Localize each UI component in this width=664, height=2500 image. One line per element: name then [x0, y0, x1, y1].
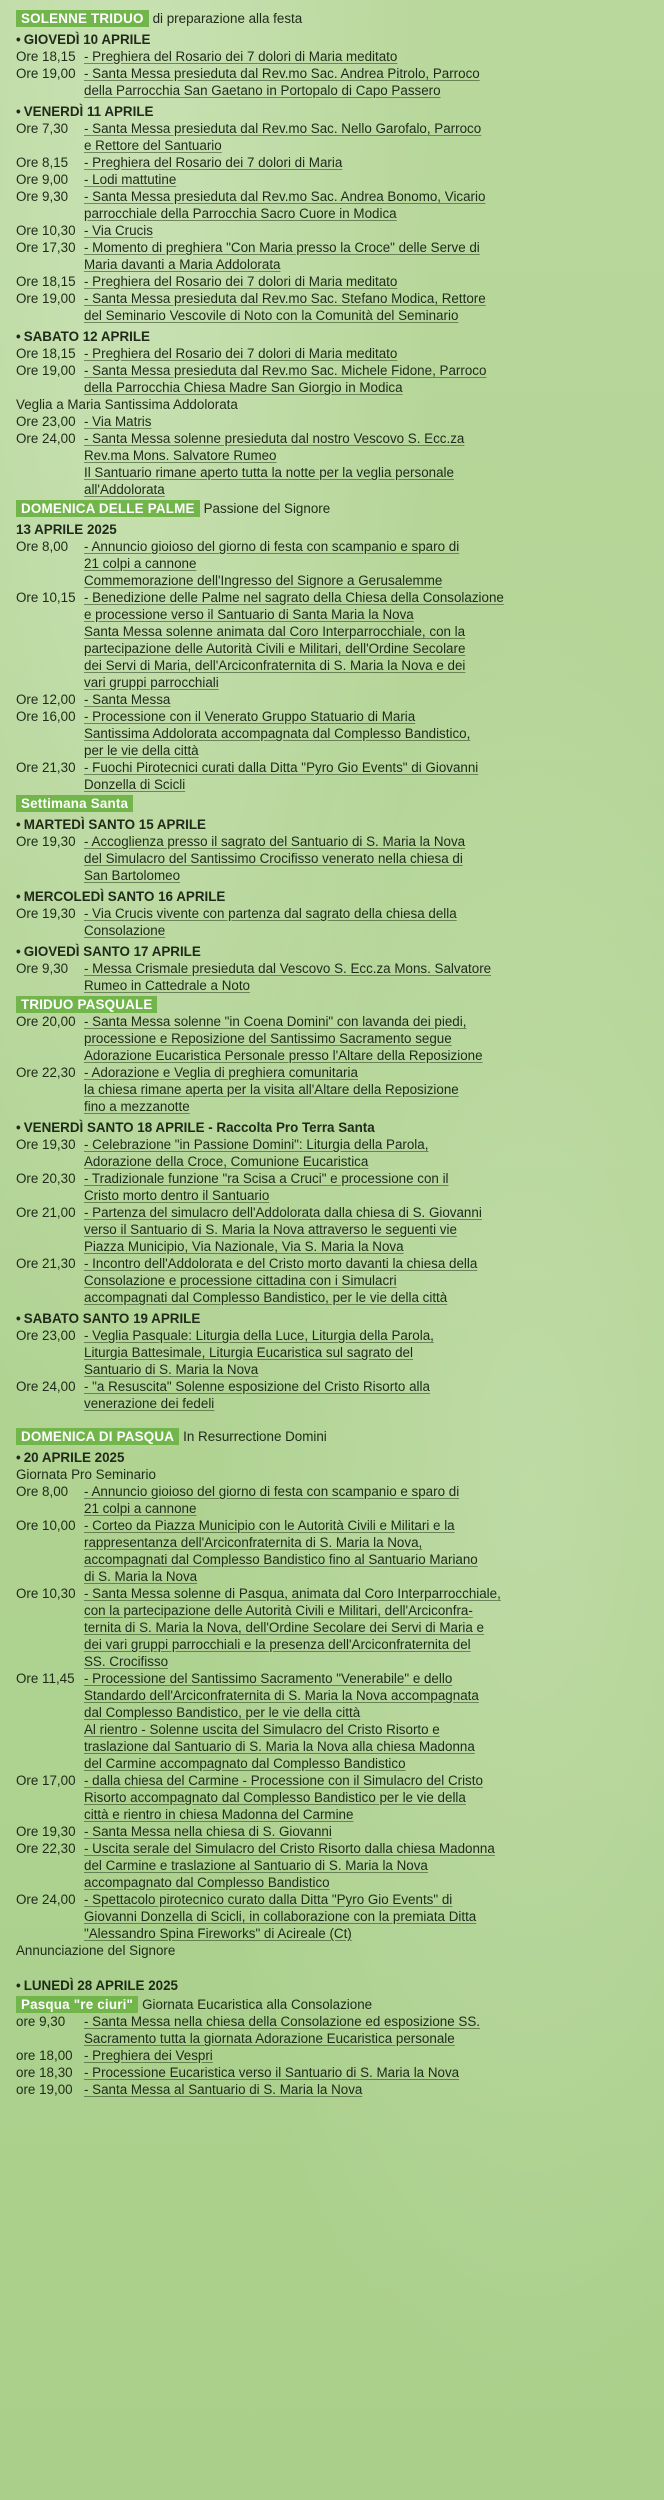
event-line: dal Complesso Bandistico, per le vie della città: [84, 1705, 361, 1720]
event-row: [16, 1891, 650, 1942]
event-time: Ore 19,00: [16, 66, 76, 81]
event-row: [16, 2064, 650, 2081]
event-time: Ore 7,30: [16, 121, 69, 136]
event-line: - Adorazione e Veglia di preghiera comunitaria: [84, 1065, 358, 1080]
day-heading: • GIOVEDÌ SANTO 17 APRILE: [16, 943, 650, 960]
section-title: DOMENICA DELLE PALME: [16, 500, 200, 517]
event-row: [16, 222, 650, 239]
event-time: Ore 20,30: [16, 1171, 76, 1186]
event-line: Consolazione e processione cittadina con i Simulacri: [84, 1273, 397, 1288]
day-subheader-title: Pasqua "re ciuri": [16, 1996, 138, 2013]
event-line: - Santa Messa al Santuario di S. Maria la Nova: [84, 2082, 363, 2097]
event-description: [84, 691, 650, 708]
day-heading: • VENERDÌ SANTO 18 APRILE - Raccolta Pro Terra Santa: [16, 1119, 650, 1136]
event-row: [16, 905, 650, 939]
event-time: Ore 18,15: [16, 346, 76, 361]
event-time: ore 18,00: [16, 2048, 73, 2063]
event-line: Piazza Municipio, Via Nazionale, Via S. Maria la Nova: [84, 1239, 404, 1254]
event-line: Donzella di Scicli: [84, 777, 186, 792]
event-row: [16, 833, 650, 884]
event-line: - Processione Eucaristica verso il Santuario di S. Maria la Nova: [84, 2065, 460, 2080]
program-section: [16, 795, 650, 994]
section-header: [16, 795, 650, 812]
event-line: - Corteo da Piazza Municipio con le Autorità Civili e Militari e la: [84, 1518, 455, 1533]
event-line: vari gruppi parrocchiali: [84, 675, 219, 690]
event-row: [16, 1170, 650, 1204]
day-heading: • SABATO 12 APRILE: [16, 328, 650, 345]
event-time: Ore 23,00: [16, 414, 76, 429]
event-row: [16, 1136, 650, 1170]
event-description: [84, 222, 650, 239]
day-heading: 13 APRILE 2025: [16, 522, 117, 537]
event-line: rappresentanza dell'Arciconfraternita di S. Maria la Nova,: [84, 1535, 423, 1550]
event-description: [84, 1891, 650, 1942]
event-time: Ore 22,30: [16, 1065, 76, 1080]
event-line: Standardo dell'Arciconfraternita di S. Maria la Nova accompagnata: [84, 1688, 479, 1703]
day-heading: • GIOVEDÌ 10 APRILE: [16, 31, 650, 48]
event-line: - Via Crucis vivente con partenza dal sagrato della chiesa della: [84, 906, 457, 921]
event-line: - Celebrazione "in Passione Domini": Liturgia della Parola,: [84, 1137, 429, 1152]
event-line: - Preghiera del Rosario dei 7 dolori di Maria: [84, 155, 343, 170]
event-row: [16, 1823, 650, 1840]
event-time: ore 9,30: [16, 2014, 66, 2029]
event-line: ternita di S. Maria la Nova, dell'Ordine Secolare dei Servi di Maria e: [84, 1620, 484, 1635]
event-time: Ore 19,30: [16, 1137, 76, 1152]
event-time: Ore 9,00: [16, 172, 69, 187]
event-row: [16, 1255, 650, 1306]
event-row: [16, 65, 650, 99]
event-line: - Santa Messa solenne "in Coena Domini" con lavanda dei piedi,: [84, 1014, 467, 1029]
event-description: [84, 2013, 650, 2047]
event-line: - Momento di preghiera "Con Maria presso la Croce" delle Serve di: [84, 240, 480, 255]
event-line: - Santa Messa solenne di Pasqua, animata dal Coro Interparrocchiale,: [84, 1586, 501, 1601]
event-line: Adorazione Eucaristica Personale presso l'Altare della Reposizione: [84, 1048, 483, 1063]
event-line: - Santa Messa solenne presieduta dal nostro Vescovo S. Ecc.za: [84, 431, 465, 446]
event-line: per le vie della città: [84, 743, 199, 758]
event-line: - Santa Messa nella chiesa della Consolazione ed esposizione SS.: [84, 2014, 481, 2029]
event-line: - Santa Messa presieduta dal Rev.mo Sac. Nello Garofalo, Parroco: [84, 121, 482, 136]
event-line: - Santa Messa presieduta dal Rev.mo Sac. Andrea Bonomo, Vicario: [84, 189, 486, 204]
event-row: [16, 171, 650, 188]
event-line: della Parrocchia Chiesa Madre San Giorgio in Modica: [84, 380, 403, 395]
event-line: - Santa Messa nella chiesa di S. Giovanni: [84, 1824, 332, 1839]
event-time: Ore 19,30: [16, 834, 76, 849]
event-line: del Simulacro del Santissimo Crocifisso venerato nella chiesa di: [84, 851, 463, 866]
event-row: [16, 1670, 650, 1772]
event-line: Santuario di S. Maria la Nova: [84, 1362, 259, 1377]
event-line: Commemorazione dell'Ingresso del Signore a Gerusalemme: [84, 573, 443, 588]
event-line: venerazione dei fedeli: [84, 1396, 215, 1411]
section-title: DOMENICA DI PASQUA: [16, 1428, 179, 1445]
event-description: [84, 1483, 650, 1517]
event-line: 21 colpi a cannone: [84, 556, 197, 571]
event-time: Ore 19,00: [16, 363, 76, 378]
section-subtitle: Passione del Signore: [203, 501, 331, 516]
event-description: [84, 188, 650, 222]
event-row: [16, 759, 650, 793]
event-description: [84, 65, 650, 99]
event-line: dei vari gruppi parrocchiali e la presenza dell'Arciconfraternita del: [84, 1637, 471, 1652]
event-line: - dalla chiesa del Carmine - Processione con il Simulacro del Cristo: [84, 1773, 483, 1788]
program-section: [16, 10, 650, 498]
event-time: Ore 10,30: [16, 1586, 76, 1601]
event-line: Il Santuario rimane aperto tutta la notte per la veglia personale: [84, 465, 454, 480]
event-row: [16, 1378, 650, 1412]
program-section: [16, 996, 650, 1412]
event-description: [84, 2064, 650, 2081]
day-subheader: [16, 1996, 650, 2013]
event-line: SS. Crocifisso: [84, 1654, 169, 1669]
event-time: Ore 24,00: [16, 431, 76, 446]
day-heading: • SABATO SANTO 19 APRILE: [16, 1310, 650, 1327]
event-row: [16, 1013, 650, 1064]
section-title: SOLENNE TRIDUO: [16, 10, 149, 27]
event-line: - Spettacolo pirotecnico curato dalla Ditta "Pyro Gio Events" di: [84, 1892, 453, 1907]
event-row: [16, 48, 650, 65]
event-line: - Santa Messa presieduta dal Rev.mo Sac. Michele Fidone, Parroco: [84, 363, 487, 378]
section-subtitle: di preparazione alla festa: [152, 11, 303, 26]
event-row: [16, 538, 650, 589]
event-line: Risorto accompagnato dal Complesso Bandistico per le vie della: [84, 1790, 466, 1805]
event-row: [16, 430, 650, 498]
section-title: TRIDUO PASQUALE: [16, 996, 157, 1013]
event-line: città e rientro in chiesa Madonna del Carmine: [84, 1807, 354, 1822]
event-row: [16, 691, 650, 708]
day-heading: • 20 APRILE 2025: [16, 1449, 650, 1466]
event-line: del Carmine e traslazione al Santuario di S. Maria la Nova: [84, 1858, 428, 1873]
event-time: Ore 11,45: [16, 1671, 75, 1686]
event-row: [16, 1204, 650, 1255]
event-line: - Santa Messa presieduta dal Rev.mo Sac. Stefano Modica, Rettore: [84, 291, 486, 306]
day-heading: • LUNEDÌ 28 APRILE 2025: [16, 1977, 650, 1994]
event-line: del Seminario Vescovile di Noto con la Comunità del Seminario: [84, 308, 459, 323]
event-line: Santissima Addolorata accompagnata dal Complesso Bandistico,: [84, 726, 471, 741]
event-description: [84, 1255, 650, 1306]
event-time: Ore 16,00: [16, 709, 76, 724]
event-row: [16, 2047, 650, 2064]
event-time: Ore 24,00: [16, 1379, 76, 1394]
event-description: [84, 759, 650, 793]
event-row: [16, 1772, 650, 1823]
event-description: [84, 1517, 650, 1585]
event-line: - Veglia Pasquale: Liturgia della Luce, Liturgia della Parola,: [84, 1328, 434, 1343]
event-line: della Parrocchia San Gaetano in Portopalo di Capo Passero: [84, 83, 441, 98]
event-description: [84, 2081, 650, 2098]
event-time: Ore 10,30: [16, 223, 76, 238]
event-line: Maria davanti a Maria Addolorata: [84, 257, 281, 272]
event-row: [16, 154, 650, 171]
event-description: [84, 960, 650, 994]
event-line: - Fuochi Pirotecnici curati dalla Ditta "Pyro Gio Events" di Giovanni: [84, 760, 479, 775]
event-time: Ore 20,00: [16, 1014, 76, 1029]
event-time: Ore 18,15: [16, 274, 76, 289]
event-time: Ore 8,00: [16, 1484, 69, 1499]
event-line: partecipazione delle Autorità Civili e Militari, dell'Ordine Secolare: [84, 641, 466, 656]
event-row: [16, 2013, 650, 2047]
event-row: [16, 589, 650, 691]
event-row: [16, 120, 650, 154]
event-time: Ore 23,00: [16, 1328, 76, 1343]
event-line: Al rientro - Solenne uscita del Simulacro del Cristo Risorto e: [84, 1722, 440, 1737]
day-heading: • VENERDÌ 11 APRILE: [16, 103, 650, 120]
event-row: [16, 239, 650, 273]
event-description: [84, 273, 650, 290]
event-description: [84, 2047, 650, 2064]
event-time: Ore 24,00: [16, 1892, 76, 1907]
event-line: - Preghiera del Rosario dei 7 dolori di Maria meditato: [84, 274, 398, 289]
event-line: - Tradizionale funzione "ra Scisa a Cruci" e processione con il: [84, 1171, 449, 1186]
program-note: Annunciazione del Signore: [16, 1943, 176, 1958]
event-line: - Annuncio gioioso del giorno di festa con scampanio e sparo di: [84, 1484, 460, 1499]
event-row: [16, 413, 650, 430]
event-description: [84, 1585, 650, 1670]
event-description: [84, 905, 650, 939]
event-line: all'Addolorata: [84, 482, 165, 497]
event-line: San Bartolomeo: [84, 868, 181, 883]
event-line: accompagnato dal Complesso Bandistico: [84, 1875, 330, 1890]
event-line: - Annuncio gioioso del giorno di festa con scampanio e sparo di: [84, 539, 460, 554]
event-time: ore 19,00: [16, 2082, 73, 2097]
event-row: [16, 1483, 650, 1517]
event-time: Ore 21,00: [16, 1205, 76, 1220]
event-line: - Preghiera dei Vespri: [84, 2048, 213, 2063]
event-line: - Messa Crismale presieduta dal Vescovo S. Ecc.za Mons. Salvatore: [84, 961, 492, 976]
event-line: - Accoglienza presso il sagrato del Santuario di S. Maria la Nova: [84, 834, 466, 849]
event-description: [84, 345, 650, 362]
event-description: [84, 1378, 650, 1412]
event-description: [84, 1170, 650, 1204]
event-time: Ore 8,15: [16, 155, 69, 170]
event-line: 21 colpi a cannone: [84, 1501, 197, 1516]
event-line: del Carmine accompagnato dal Complesso Bandistico: [84, 1756, 406, 1771]
event-description: [84, 120, 650, 154]
event-time: Ore 19,30: [16, 1824, 76, 1839]
program-section: [16, 1412, 650, 1959]
event-line: Santa Messa solenne animata dal Coro Interparrocchiale, con la: [84, 624, 466, 639]
event-description: [84, 589, 650, 691]
event-line: - Santa Messa: [84, 692, 171, 707]
event-row: [16, 1517, 650, 1585]
event-line: Liturgia Battesimale, Liturgia Eucaristica sul sagrato del: [84, 1345, 413, 1360]
event-line: dei Servi di Maria, dell'Arciconfraternita di S. Maria la Nova e dei: [84, 658, 466, 673]
event-description: [84, 1136, 650, 1170]
event-row: [16, 188, 650, 222]
event-line: parrocchiale della Parrocchia Sacro Cuore in Modica: [84, 206, 397, 221]
event-description: [84, 1327, 650, 1378]
event-time: Ore 17,30: [16, 240, 76, 255]
event-line: di S. Maria la Nova: [84, 1569, 198, 1584]
event-line: - Benedizione delle Palme nel sagrato della Chiesa della Consolazione: [84, 590, 504, 605]
event-description: [84, 833, 650, 884]
event-description: [84, 290, 650, 324]
event-description: [84, 1772, 650, 1823]
event-line: - Via Matris: [84, 414, 152, 429]
event-line: - Uscita serale del Simulacro del Cristo Risorto dalla chiesa Madonna: [84, 1841, 495, 1856]
event-line: Adorazione della Croce, Comunione Eucaristica: [84, 1154, 369, 1169]
event-time: Ore 19,00: [16, 291, 76, 306]
section-title: Settimana Santa: [16, 795, 133, 812]
event-description: [84, 1823, 650, 1840]
event-line: - Processione con il Venerato Gruppo Statuario di Maria: [84, 709, 416, 724]
event-line: verso il Santuario di S. Maria la Nova attraverso le seguenti vie: [84, 1222, 457, 1237]
event-description: [84, 708, 650, 759]
section-gap: [16, 1412, 650, 1426]
section-header: [16, 1428, 650, 1445]
event-line: - Lodi mattutine: [84, 172, 177, 187]
event-line: - Incontro dell'Addolorata e del Cristo morto davanti la chiesa della: [84, 1256, 478, 1271]
event-row: [16, 708, 650, 759]
event-line: fino a mezzanotte: [84, 1099, 190, 1114]
event-row: [16, 1064, 650, 1115]
event-description: [84, 430, 650, 498]
event-time: Ore 21,30: [16, 760, 76, 775]
event-description: [84, 48, 650, 65]
event-row: [16, 273, 650, 290]
day-subheader-text: Giornata Eucaristica alla Consolazione: [142, 1997, 373, 2012]
event-line: - Partenza del simulacro dell'Addolorata dalla chiesa di S. Giovanni: [84, 1205, 482, 1220]
event-time: Ore 10,15: [16, 590, 76, 605]
event-time: Ore 18,15: [16, 49, 76, 64]
event-description: [84, 538, 650, 589]
event-line: traslazione dal Santuario di S. Maria la Nova alla chiesa Madonna: [84, 1739, 475, 1754]
program-note: Veglia a Maria Santissima Addolorata: [16, 397, 238, 412]
event-description: [84, 154, 650, 171]
event-row: [16, 345, 650, 362]
event-line: Sacramento tutta la giornata Adorazione Eucaristica personale: [84, 2031, 455, 2046]
event-line: processione e Reposizione del Santissimo Sacramento segue: [84, 1031, 452, 1046]
event-description: [84, 171, 650, 188]
event-line: - Processione del Santissimo Sacramento "Venerabile" e dello: [84, 1671, 453, 1686]
section-header: [16, 10, 650, 27]
event-line: accompagnati dal Complesso Bandistico fino al Santuario Mariano: [84, 1552, 478, 1567]
event-line: Giovanni Donzella di Scicli, in collaborazione con la premiata Ditta: [84, 1909, 477, 1924]
event-description: [84, 1013, 650, 1064]
event-time: Ore 12,00: [16, 692, 76, 707]
event-time: Ore 19,30: [16, 906, 76, 921]
section-subtitle: In Resurrectione Domini: [183, 1429, 327, 1444]
program-section: [16, 1959, 650, 2098]
section-gap: [16, 1959, 650, 1973]
event-row: [16, 960, 650, 994]
program-note: Giornata Pro Seminario: [16, 1467, 156, 1482]
event-row: [16, 362, 650, 396]
event-line: - Preghiera del Rosario dei 7 dolori di Maria meditato: [84, 49, 398, 64]
event-time: Ore 21,30: [16, 1256, 76, 1271]
event-line: Consolazione: [84, 923, 166, 938]
event-line: - Santa Messa presieduta dal Rev.mo Sac. Andrea Pitrolo, Parroco: [84, 66, 480, 81]
event-description: [84, 413, 650, 430]
event-time: Ore 9,30: [16, 961, 69, 976]
event-time: Ore 17,00: [16, 1773, 76, 1788]
event-line: "Alessandro Spina Fireworks" di Acireale (Ct): [84, 1926, 352, 1941]
event-time: Ore 9,30: [16, 189, 69, 204]
event-line: con la partecipazione delle Autorità Civili e Militari, dell'Arciconfra-: [84, 1603, 473, 1618]
event-line: Rumeo in Cattedrale a Noto: [84, 978, 250, 993]
event-description: [84, 1204, 650, 1255]
section-header: [16, 996, 650, 1013]
day-heading: • MARTEDÌ SANTO 15 APRILE: [16, 816, 650, 833]
event-line: la chiesa rimane aperta per la visita all'Altare della Reposizione: [84, 1082, 459, 1097]
event-row: [16, 1327, 650, 1378]
day-heading: • MERCOLEDÌ SANTO 16 APRILE: [16, 888, 650, 905]
event-description: [84, 362, 650, 396]
event-line: - "a Resuscita" Solenne esposizione del Cristo Risorto alla: [84, 1379, 430, 1394]
event-line: e processione verso il Santuario di Santa Maria la Nova: [84, 607, 414, 622]
section-header: [16, 500, 650, 517]
event-row: [16, 1840, 650, 1891]
event-line: Cristo morto dentro il Santuario: [84, 1188, 270, 1203]
event-line: - Preghiera del Rosario dei 7 dolori di Maria meditato: [84, 346, 398, 361]
event-description: [84, 239, 650, 273]
event-time: Ore 22,30: [16, 1841, 76, 1856]
event-time: Ore 8,00: [16, 539, 69, 554]
event-row: [16, 2081, 650, 2098]
event-time: Ore 10,00: [16, 1518, 76, 1533]
event-row: [16, 290, 650, 324]
event-line: e Rettore del Santuario: [84, 138, 222, 153]
program-section: [16, 500, 650, 793]
event-row: [16, 1585, 650, 1670]
event-line: accompagnati dal Complesso Bandistico, per le vie della città: [84, 1290, 448, 1305]
event-description: [84, 1840, 650, 1891]
event-line: - Via Crucis: [84, 223, 153, 238]
event-line: Rev.ma Mons. Salvatore Rumeo: [84, 448, 277, 463]
event-time: ore 18,30: [16, 2065, 73, 2080]
event-description: [84, 1670, 650, 1772]
event-description: [84, 1064, 650, 1115]
